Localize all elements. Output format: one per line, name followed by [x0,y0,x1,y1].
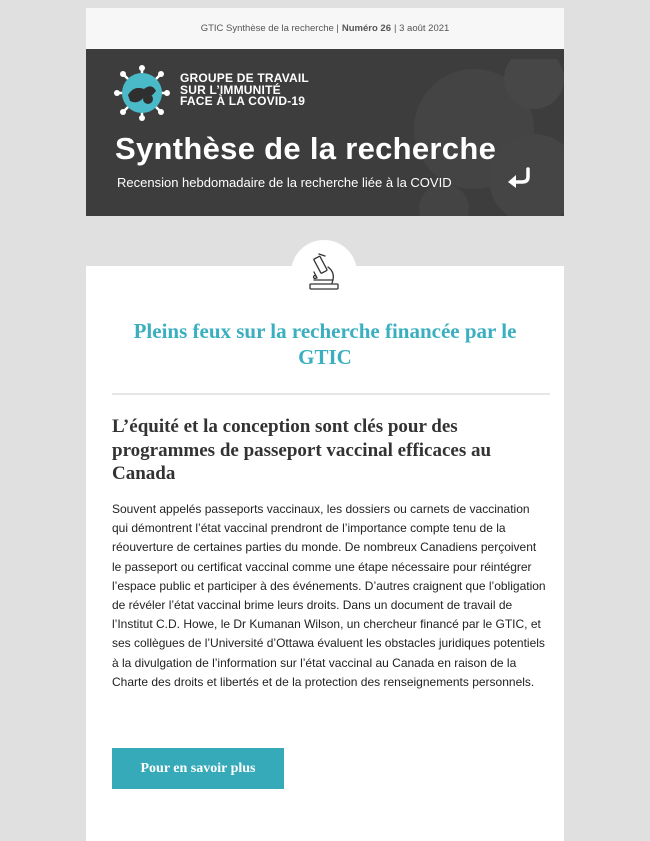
read-more-button[interactable]: Pour en savoir plus [112,748,284,789]
microscope-icon [306,253,342,293]
header-banner [86,49,564,216]
section-icon-badge [291,240,357,306]
banner-title: Synthèse de la recherche [115,131,497,166]
section-title: Pleins feux sur la recherche financée par le GTIC [133,319,517,369]
preheader-date: | 3 août 2021 [394,23,450,34]
banner-subtitle: Recension hebdomadaire de la recherche liée à la COVID [117,175,452,190]
org-line: GROUPE DE TRAVAIL [180,71,309,85]
org-line: SUR L’IMMUNITÉ [180,82,281,97]
organization-name [180,73,309,108]
gtic-logo-icon [114,65,170,121]
return-arrow-icon [506,167,532,189]
preheader [86,8,564,49]
issue-number: Numéro 26 [341,23,391,34]
article-body: Souvent appelés passeports vaccinaux, les dossiers ou carnets de vaccination qui démontrent l’état vaccinal prendront de l’importance compte tenu de la réouverture de certaines parties du monde. De nombreux Canadiens perçoivent le passeport ou certificat vaccinal comme une étape nécessaire pour réintégrer l’espace public et participer à des événements. D’autres craignent que l’obligation de révéler l’état vaccinal brime leurs droits. Dans un document de travail de l’Institut C.D. Howe, le Dr Kumanan Wilson, un chercheur financé par le GTIC, et ses collègues de l’Université d’Ottawa évaluent les obstacles juridiques potentiels à la divulgation de l’information sur l’état vaccinal au Canada en raison de la Charte des droits et libertés et de la protection des renseignements personnels. [112,502,546,689]
article-title: L’équité et la conception sont clés pour des programmes de passeport vaccinal efficaces au Canada [112,416,492,484]
preheader-prefix: GTIC Synthèse de la recherche | [200,23,339,34]
org-line: FACE À LA COVID-19 [180,94,306,108]
section-divider [112,393,550,395]
